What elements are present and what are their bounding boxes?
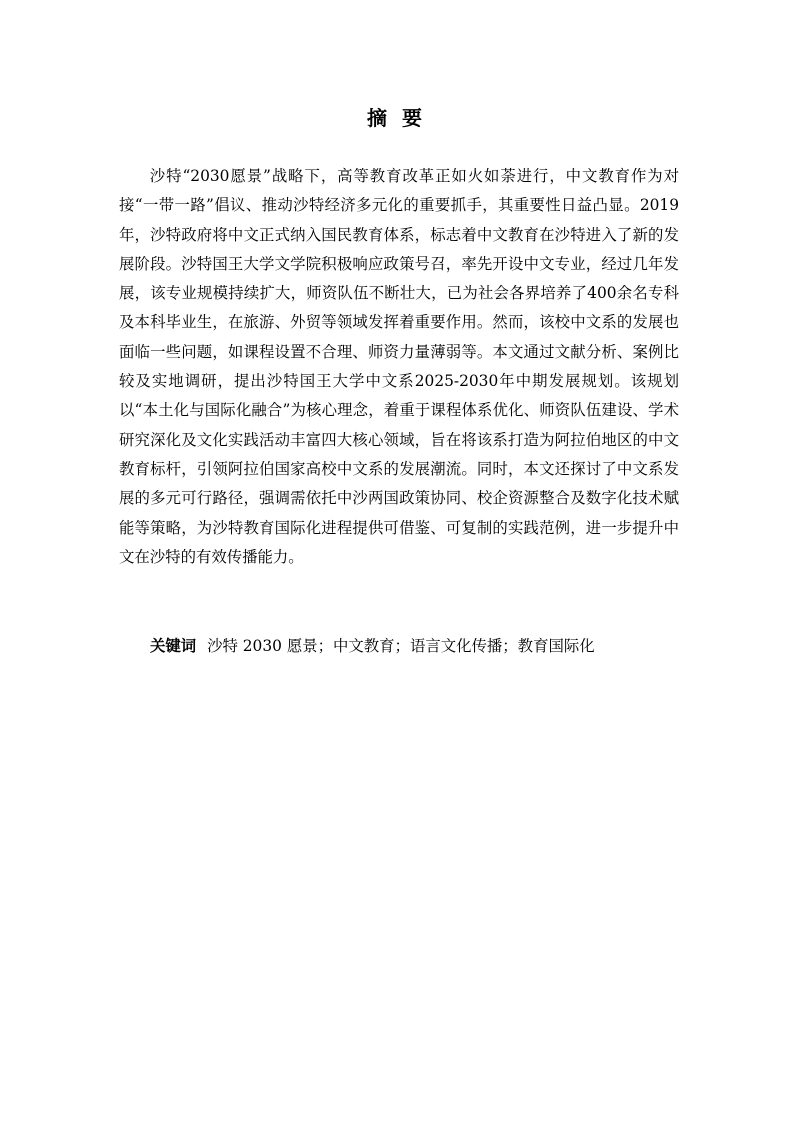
abstract-title: 摘 要 (367, 106, 426, 130)
abstract-body (119, 162, 679, 572)
abstract-paragraph: 沙特“2030愿景”战略下，高等教育改革正如火如荼进行，中文教育作为对接“一带一路”倡议、推动沙特经济多元化的重要抓手，其重要性日益凸显。2019年，沙特政府将中文正式纳入国民教育体系，标志着中文教育在沙特进入了新的发展阶段。沙特国王大学文学院积极响应政策号召，率先开设中文专业，经过几年发展，该专业规模持续扩大，师资队伍不断壮大，已为社会各界培养了400余名专科及本科毕业生，在旅游、外贸等领域发挥着重要作用。然而，该校中文系的发展也面临一些问题，如课程设置不合理、师资力量薄弱等。本文通过文献分析、案例比较及实地调研，提出沙特国王大学中文系2025-2030年中期发展规划。该规划以“本土化与国际化融合”为核心理念，着重于课程体系优化、师资队伍建设、学术研究深化及文化实践活动丰富四大核心领域，旨在将该系打造为阿拉伯地区的中文教育标杆，引领阿拉伯国家高校中文系的发展潮流。同时，本文还探讨了中文系发展的多元可行路径，强调需依托中沙两国政策协同、校企资源整合及数字化技术赋能等策略，为沙特教育国际化进程提供可借鉴、可复制的实践范例，进一步提升中文在沙特的有效传播能力。 (119, 167, 679, 566)
keywords-label: 关键词 (150, 637, 197, 655)
keywords-text: 沙特 2030 愿景；中文教育；语言文化传播；教育国际化 (207, 637, 595, 655)
keywords-line (150, 632, 690, 660)
